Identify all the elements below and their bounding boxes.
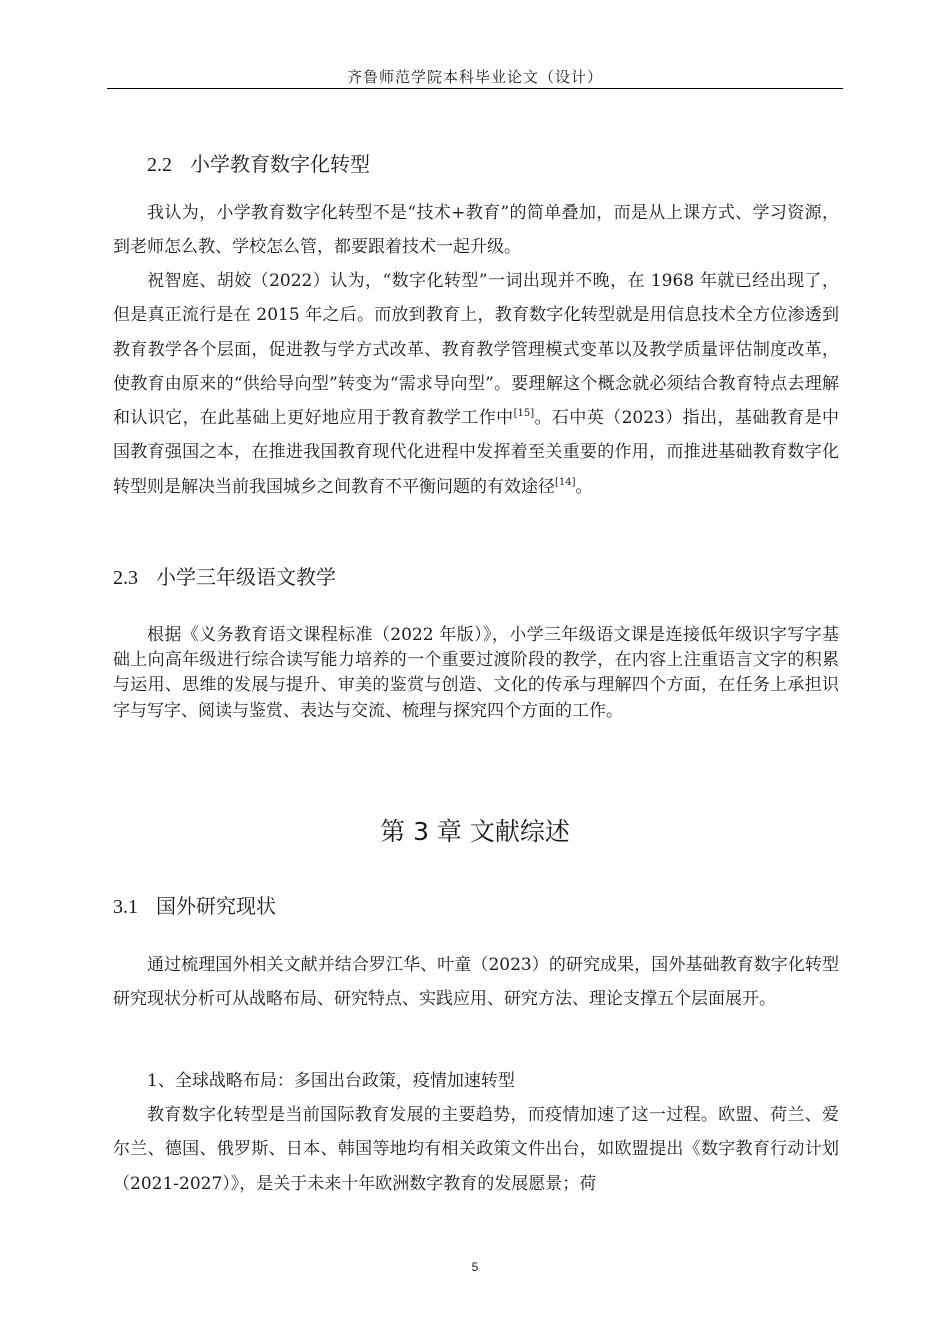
citation-14: [14]	[555, 476, 576, 488]
paragraph-text: 。石中英（2023）指出，基础教育是中国教育强国之本，在推进我国教育现代化进程中发挥着至关重要的作用，而推进基础教育数字化转型则是解决当前我国城乡之间教育不平衡问题的有效途径	[113, 408, 840, 497]
section-heading-2-2	[147, 148, 370, 177]
section-title: 小学教育数字化转型	[190, 152, 370, 176]
paragraph-2-3-1: 根据《义务教育语文课程标准（2022 年版）》，小学三年级语文课是连接低年级识字写字基础上向高年级进行综合读写能力培养的一个重要过渡阶段的教学，在内容上注重语言文字的积累与运用、思维的发展与提升、审美的鉴赏与创造、文化的传承与理解四个方面，在任务上承担识字与写字、阅读与鉴赏、表达与交流、梳理与探究四个方面的工作。	[113, 625, 839, 721]
page-number: 5	[471, 1260, 479, 1274]
section-number: 3.1	[113, 896, 138, 918]
section-title: 国外研究现状	[156, 894, 276, 918]
paragraph-3-1-2: 教育数字化转型是当前国际教育发展的主要趋势，而疫情加速了这一过程。欧盟、荷兰、爱尔兰、德国、俄罗斯、日本、韩国等地均有相关政策文件出台，如欧盟提出《数字教育行动计划（2021-2027）》，是关于未来十年欧洲数字教育的发展愿景；荷	[113, 1105, 839, 1194]
header-rule	[107, 88, 843, 89]
section-number: 2.3	[113, 567, 138, 589]
section-heading-3-1	[113, 890, 276, 919]
section-title: 小学三年级语文教学	[156, 565, 336, 589]
paragraph-2-2-1: 我认为，小学教育数字化转型不是“技术+教育”的简单叠加，而是从上课方式、学习资源，到老师怎么教、学校怎么管，都要跟着技术一起升级。	[113, 203, 839, 258]
paragraph-text: 。	[575, 476, 593, 497]
paragraph-text: 祝智庭、胡姣（2022）认为，“数字化转型”一词出现并不晚，在 1968 年就已经出现了，但是真正流行是在 2015 年之后。而放到教育上，教育数字化转型就是用信息技术全方位渗透到教育教学各个层面，促进教与学方式改革、教育教学管理模式变革以及教学质量评估制度改革，使教育由原来的“供给导向型”转变为“需求导向型”。要理解这个概念就必须结合教育特点去理解和认识它，在此基础上更好地应用于教育教学工作中	[113, 271, 839, 429]
paragraph-3-1-1: 通过梳理国外相关文献并结合罗江华、叶童（2023）的研究成果，国外基础教育数字化转型研究现状分析可从战略布局、研究特点、实践应用、研究方法、理论支撑五个层面展开。	[113, 955, 839, 1010]
citation-15: [15]	[513, 408, 535, 420]
paragraph-2-2-2	[113, 264, 839, 504]
running-header: 齐鲁师范学院本科毕业论文（设计）	[346, 68, 603, 86]
chapter-title: 第 3 章 文献综述	[380, 817, 570, 846]
section-heading-2-3	[113, 561, 336, 590]
section-number: 2.2	[147, 154, 172, 176]
list-item-strategy: 1、全球战略布局：多国出台政策，疫情加速转型	[147, 1071, 515, 1091]
